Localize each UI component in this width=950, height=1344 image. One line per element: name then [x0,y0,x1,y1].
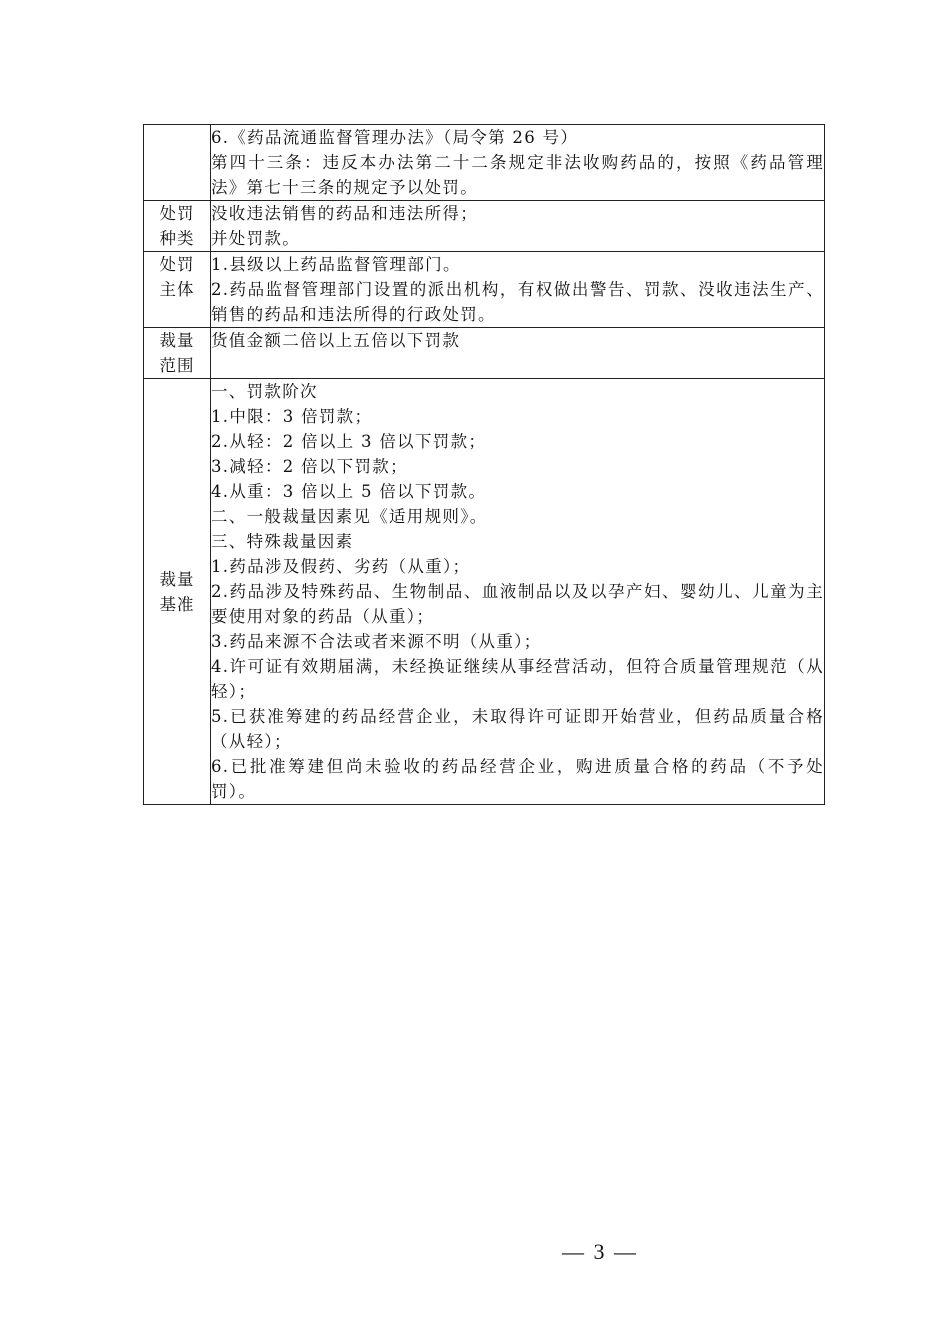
page-number: — 3 — [562,1239,638,1264]
row-label-empty [144,125,211,201]
row-content-law-reference [211,125,825,201]
penalty-standard-table [143,124,825,805]
row-label-discretion-range: 裁量 范围 [144,328,211,379]
law-title-line: 6.《药品流通监督管理办法》（局令第 26 号） [211,128,579,147]
row-label-penalty-type: 处罚 种类 [144,201,211,252]
row-content-discretion-basis: 一、罚款阶次 1.中限：3 倍罚款； 2.从轻：2 倍以上 3 倍以下罚款； 3.减轻：2 倍以下罚款； 4.从重：3 倍以上 5 倍以下罚款。 二、一般裁量因素见《适用规则》。 三、特殊裁量因素 1.药品涉及假药、劣药（从重）； 2.药品涉及特殊药品、生物制品、血液制品以及以孕产妇、婴幼儿、儿童为主要使用对象的药品（从重）； 3.药品来源不合法或者来源不明（从重）； 4.许可证有效期届满，未经换证继续从事经营活动，但符合质量管理规范（从轻）； 5.已获准筹建的药品经营企业，未取得许可证即开始营业，但药品质量合格（从轻）； 6.已批准筹建但尚未验收的药品经营企业，购进质量合格的药品（不予处罚）。 [211,379,825,805]
table-row-discretion-range [144,328,825,379]
row-label-discretion-basis: 裁量 基准 [144,379,211,805]
table-row-discretion-basis [144,379,825,805]
table-row-penalty-type [144,201,825,252]
row-label-penalty-subject: 处罚 主体 [144,252,211,328]
row-content-discretion-range: 货值金额二倍以上五倍以下罚款 [211,328,825,379]
law-article-line: 第四十三条：违反本办法第二十二条规定非法收购药品的，按照《药品管理法》第七十三条的规定予以处罚。 [211,153,824,197]
row-content-penalty-type: 没收违法销售的药品和违法所得； 并处罚款。 [211,201,825,252]
table-row-law-reference [144,125,825,201]
row-content-penalty-subject: 1.县级以上药品监督管理部门。 2.药品监督管理部门设置的派出机构，有权做出警告、罚款、没收违法生产、销售的药品和违法所得的行政处罚。 [211,252,825,328]
table-row-penalty-subject [144,252,825,328]
